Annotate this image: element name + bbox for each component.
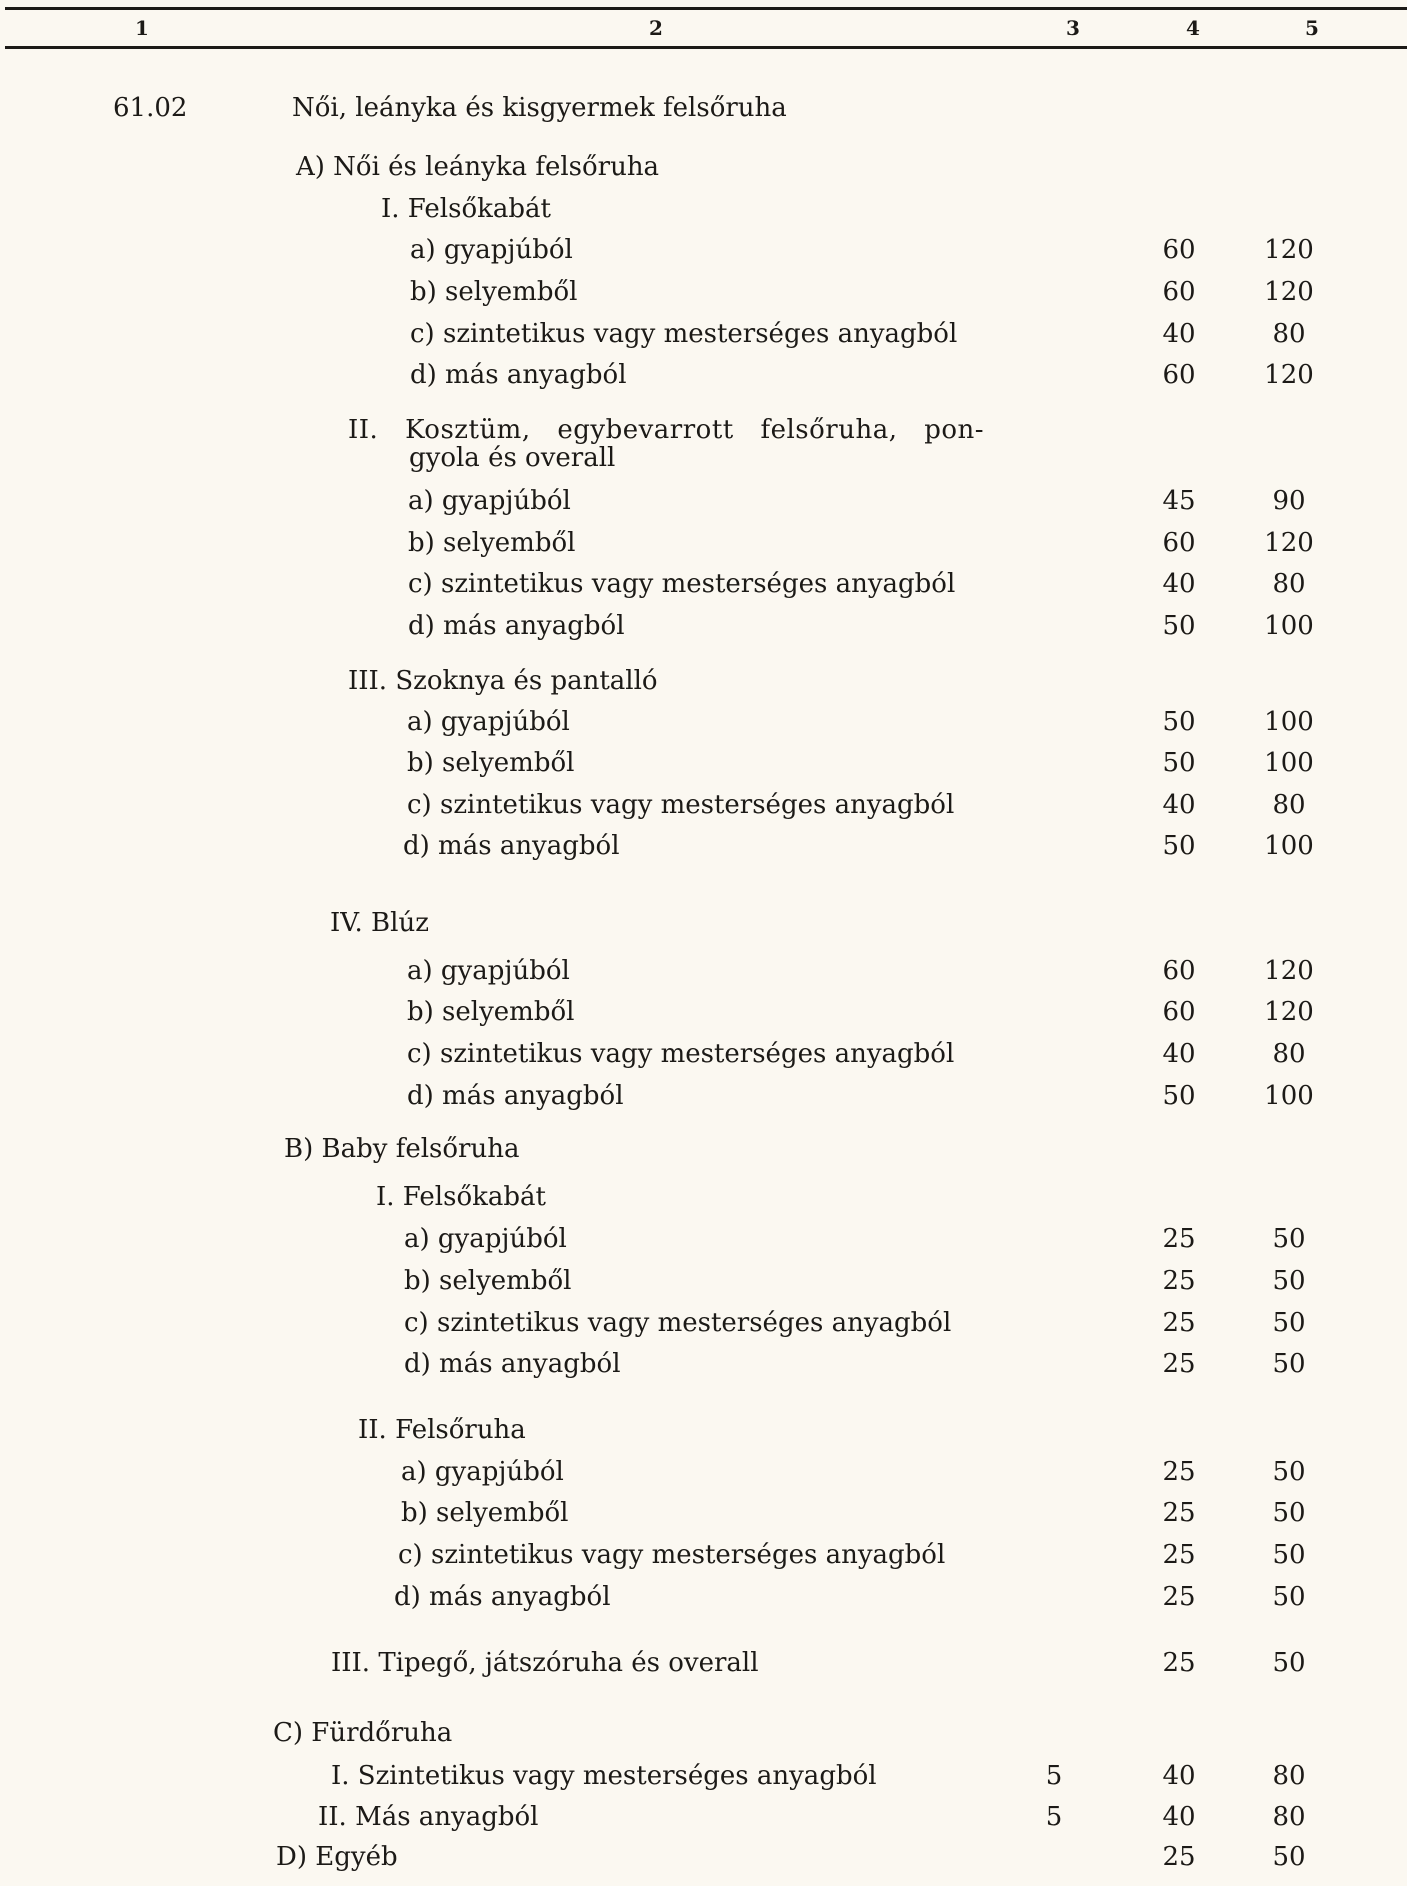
column-header-3: 3	[1066, 16, 1080, 40]
row-label: c) szintetikus vagy mesterséges anyagból	[410, 319, 958, 349]
table-row	[0, 1264, 1407, 1298]
table-row	[0, 746, 1407, 780]
cell-col-5: 100	[1264, 1081, 1314, 1111]
cell-col-5: 100	[1264, 748, 1314, 778]
row-label: d) más anyagból	[404, 1349, 621, 1379]
cell-col-5: 80	[1272, 569, 1306, 599]
row-label: a) gyapjúból	[401, 1457, 564, 1487]
cell-col-4: 25	[1162, 1498, 1196, 1528]
row-label: b) selyemből	[404, 1266, 572, 1296]
row-label: c) szintetikus vagy mesterséges anyagból	[404, 1308, 952, 1338]
row-label: C) Fürdőruha	[273, 1718, 453, 1748]
row-label: c) szintetikus vagy mesterséges anyagból	[398, 1540, 946, 1570]
row-label: d) más anyagból	[394, 1582, 611, 1612]
table-row	[0, 1716, 1407, 1750]
row-label: a) gyapjúból	[404, 1224, 567, 1254]
table-row	[0, 1800, 1407, 1834]
header-bottom-rule	[5, 46, 1407, 49]
cell-col-5: 120	[1264, 997, 1314, 1027]
cell-col-5: 100	[1264, 611, 1314, 641]
row-label: III. Szoknya és pantalló	[348, 666, 658, 696]
row-label: III. Tipegő, játszóruha és overall	[331, 1648, 759, 1678]
cell-col-5: 50	[1272, 1266, 1306, 1296]
cell-col-4: 45	[1162, 486, 1196, 516]
cell-col-4: 25	[1162, 1582, 1196, 1612]
cell-col-4: 25	[1162, 1457, 1196, 1487]
row-label: a) gyapjúból	[408, 486, 571, 516]
table-row	[0, 192, 1407, 226]
cell-col-4: 25	[1162, 1308, 1196, 1338]
table-row	[0, 954, 1407, 988]
cell-col-4: 40	[1162, 1039, 1196, 1069]
row-label: II. Kosztüm, egybevarrott felsőruha, pon-	[348, 415, 985, 445]
heading-code: 61.02	[113, 93, 188, 123]
cell-col-5: 50	[1272, 1498, 1306, 1528]
cell-col-3: 5	[1045, 1761, 1063, 1791]
cell-col-5: 90	[1272, 486, 1306, 516]
cell-col-4: 25	[1162, 1224, 1196, 1254]
row-label: I. Felsőkabát	[376, 1182, 546, 1212]
row-label: a) gyapjúból	[410, 235, 573, 265]
row-label: b) selyemből	[401, 1498, 569, 1528]
cell-col-5: 50	[1272, 1842, 1306, 1872]
column-header-2: 2	[649, 16, 663, 40]
row-label: d) más anyagból	[410, 360, 627, 390]
cell-col-5: 80	[1272, 1039, 1306, 1069]
row-label: a) gyapjúból	[407, 707, 570, 737]
table-row	[0, 233, 1407, 267]
top-rule	[5, 7, 1407, 10]
row-label: c) szintetikus vagy mesterséges anyagból	[408, 569, 956, 599]
table-row	[0, 317, 1407, 351]
row-label: D) Egyéb	[276, 1842, 398, 1872]
column-header-4: 4	[1186, 16, 1200, 40]
cell-col-4: 60	[1162, 360, 1196, 390]
cell-col-4: 40	[1162, 569, 1196, 599]
cell-col-5: 80	[1272, 790, 1306, 820]
table-row	[0, 484, 1407, 518]
cell-col-5: 120	[1264, 235, 1314, 265]
table-row	[0, 567, 1407, 601]
table-row	[0, 1496, 1407, 1530]
row-label: d) más anyagból	[403, 831, 620, 861]
cell-col-5: 50	[1272, 1349, 1306, 1379]
row-label: II. Más anyagból	[318, 1802, 539, 1832]
table-row	[0, 1413, 1407, 1447]
table-row	[0, 1222, 1407, 1256]
row-label: I. Felsőkabát	[381, 194, 551, 224]
table-row	[0, 664, 1407, 698]
cell-col-5: 120	[1264, 360, 1314, 390]
table-row	[0, 1538, 1407, 1572]
cell-col-5: 50	[1272, 1540, 1306, 1570]
table-row	[0, 150, 1407, 184]
table-row	[0, 526, 1407, 560]
cell-col-5: 80	[1272, 1802, 1306, 1832]
cell-col-4: 25	[1162, 1842, 1196, 1872]
column-header-1: 1	[135, 16, 149, 40]
cell-col-4: 25	[1162, 1540, 1196, 1570]
row-label: II. Felsőruha	[358, 1415, 526, 1445]
row-label: B) Baby felsőruha	[284, 1134, 520, 1164]
cell-col-4: 25	[1162, 1648, 1196, 1678]
table-row	[0, 91, 1407, 125]
cell-col-5: 120	[1264, 528, 1314, 558]
cell-col-4: 60	[1162, 997, 1196, 1027]
table-row	[0, 358, 1407, 392]
cell-col-4: 25	[1162, 1266, 1196, 1296]
cell-col-4: 40	[1162, 1761, 1196, 1791]
table-row	[0, 995, 1407, 1029]
table-row	[0, 1306, 1407, 1340]
cell-col-4: 60	[1162, 528, 1196, 558]
cell-col-5: 50	[1272, 1648, 1306, 1678]
cell-col-5: 80	[1272, 1761, 1306, 1791]
cell-col-5: 50	[1272, 1308, 1306, 1338]
cell-col-4: 50	[1162, 1081, 1196, 1111]
cell-col-4: 40	[1162, 1802, 1196, 1832]
cell-col-3: 5	[1045, 1802, 1063, 1832]
cell-col-4: 50	[1162, 748, 1196, 778]
table-row	[0, 275, 1407, 309]
table-row	[0, 1840, 1407, 1874]
cell-col-5: 100	[1264, 831, 1314, 861]
table-row	[0, 609, 1407, 643]
cell-col-4: 50	[1162, 611, 1196, 641]
row-label: a) gyapjúból	[407, 956, 570, 986]
row-label: c) szintetikus vagy mesterséges anyagból	[407, 1039, 955, 1069]
cell-col-4: 25	[1162, 1349, 1196, 1379]
cell-col-4: 60	[1162, 277, 1196, 307]
table-row	[0, 413, 1407, 473]
cell-col-4: 60	[1162, 235, 1196, 265]
row-label: b) selyemből	[407, 748, 575, 778]
row-label: b) selyemből	[410, 277, 578, 307]
cell-col-5: 120	[1264, 277, 1314, 307]
table-row	[0, 1180, 1407, 1214]
row-label: I. Szintetikus vagy mesterséges anyagból	[331, 1761, 877, 1791]
table-row	[0, 829, 1407, 863]
table-row	[0, 788, 1407, 822]
cell-col-5: 50	[1272, 1224, 1306, 1254]
table-row	[0, 906, 1407, 940]
table-row	[0, 705, 1407, 739]
cell-col-5: 50	[1272, 1457, 1306, 1487]
cell-col-4: 50	[1162, 831, 1196, 861]
row-label: IV. Blúz	[330, 908, 429, 938]
row-label: d) más anyagból	[407, 1081, 624, 1111]
cell-col-5: 120	[1264, 956, 1314, 986]
cell-col-5: 80	[1272, 319, 1306, 349]
table-row	[0, 1759, 1407, 1793]
row-label: c) szintetikus vagy mesterséges anyagból	[407, 790, 955, 820]
row-label-continuation: gyola és overall	[409, 443, 616, 473]
table-row	[0, 1646, 1407, 1680]
table-row	[0, 1132, 1407, 1166]
table-row	[0, 1455, 1407, 1489]
column-header-5: 5	[1305, 16, 1319, 40]
cell-col-5: 50	[1272, 1582, 1306, 1612]
row-label: b) selyemből	[408, 528, 576, 558]
row-label: b) selyemből	[407, 997, 575, 1027]
row-label: d) más anyagból	[408, 611, 625, 641]
cell-col-4: 50	[1162, 707, 1196, 737]
cell-col-4: 40	[1162, 790, 1196, 820]
table-row	[0, 1347, 1407, 1381]
cell-col-4: 60	[1162, 956, 1196, 986]
row-label: A) Női és leányka felsőruha	[296, 152, 660, 182]
cell-col-5: 100	[1264, 707, 1314, 737]
table-row	[0, 1580, 1407, 1614]
table-row	[0, 1037, 1407, 1071]
table-row	[0, 1079, 1407, 1113]
row-label: Női, leányka és kisgyermek felsőruha	[292, 93, 787, 123]
cell-col-4: 40	[1162, 319, 1196, 349]
